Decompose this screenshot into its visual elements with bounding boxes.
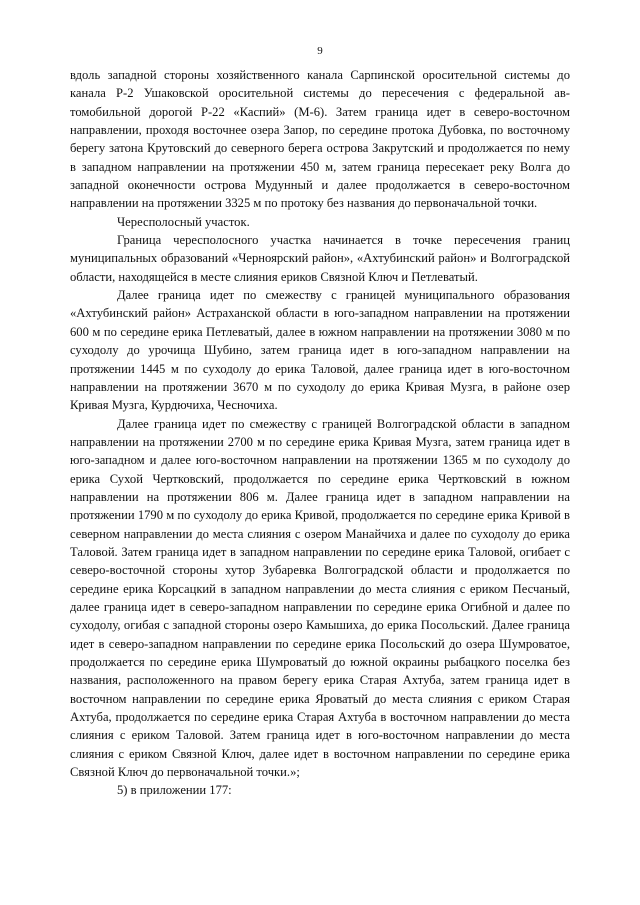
- document-body: [70, 66, 570, 800]
- paragraph-2: Чересполосный участок.: [117, 214, 250, 229]
- paragraph-6: 5) в приложении 177:: [117, 783, 232, 798]
- paragraph-4: Далее граница идет по смежеству с границей муниципального образования «Ахтубинский район» Астраханской области в юго-западном направлении на протяжении 600 м по середине ерика Петлеватый, далее в южном направлении на протяжении 3080 м по суходолу до урочища Шубино, затем граница идет в юго-западном направлении на протяжении 1445 м по суходолу до ерика Таловой, далее граница идет в юго-восточном направлении на протяжении 3670 м по суходолу до ерика Кривая Музга, в районе озер Кривая Музга, Курдючиха, Чесночиха.: [70, 288, 570, 413]
- paragraph-3: Граница чересполосного участка начинается в точке пересечения границ муниципальных образований «Черноярский район», «Ахтубинский район» и Волгоградской области, находящейся в месте слияния ериков Связной Ключ и Петлеватый.: [70, 233, 570, 284]
- paragraph-5: Далее граница идет по смежеству с границей Волгоградской области в западном направлении на протяжении 2700 м по середине ерика Кривая Музга, затем граница идет в юго-западном и далее юго-восточном направлении на протяжении 1365 м по суходолу до ерика Сухой Чертковский, продолжается по середине ерика Чертковский в южном направлении на протяжении 806 м. Далее граница идет в западном направлении на протяжении 1790 м по суходолу до ерика Кривой, продолжается по середине ерика Кривой в северном направлении до места слияния с озером Манайчиха и далее по суходолу до ерика Таловой. Затем граница идет в западном направлении по середине ерика Таловой, огибает с северо-восточной стороны хутор Зубаревка Волгоградской области и продолжается по середине ерика Корсацкий в западном направлении до места слияния с ериком Песчаный, далее граница идет в северо-западном направлении по середине ерика Огибной и далее по суходолу, огибая с западной стороны озеро Камышиха, до ерика Посольский. Далее граница идет в северо-западном направлении по середине ерика Посольский до озера Шумроватое, продолжается по середине ерика Шумроватый до южной окраины рыбацкого поселка без названия, расположенного на правом берегу ерика Старая Ахтуба, затем граница идет в восточном направлении по середине ерика Яроватый до места слияния с ериком Старая Ахтуба, продолжается по середине ерика Старая Ахтуба в восточном направлении до места слияния с ериком Таловой. Затем граница идет в юго-восточном направлении до места слияния с ериком Связной Ключ, далее идет в восточном направлении по середине ерика Связной Ключ до первоначальной точки.»;: [70, 416, 570, 780]
- paragraph-1: вдоль западной стороны хозяйственного канала Сарпинской оросительной системы до канала Р-2 Ушаковской оросительной системы до пересечения с федеральной автомобильной дорогой Р-22 «Каспий» (М-6). Затем граница идет в северо-восточном направлении, проходя восточнее озера Запор, по середине протока Дубовка, по восточному берегу затона Крутовский до северного берега острова Закрутский и продолжается по нему в западном направлении на протяжении 450 м, затем граница пересекает реку Волга до западной оконечности острова Мудунный и далее продолжается в северо-восточном направлении на протяжении 3325 м по протоку без названия до первоначальной точки.: [70, 68, 570, 211]
- page-number: 9: [317, 45, 323, 57]
